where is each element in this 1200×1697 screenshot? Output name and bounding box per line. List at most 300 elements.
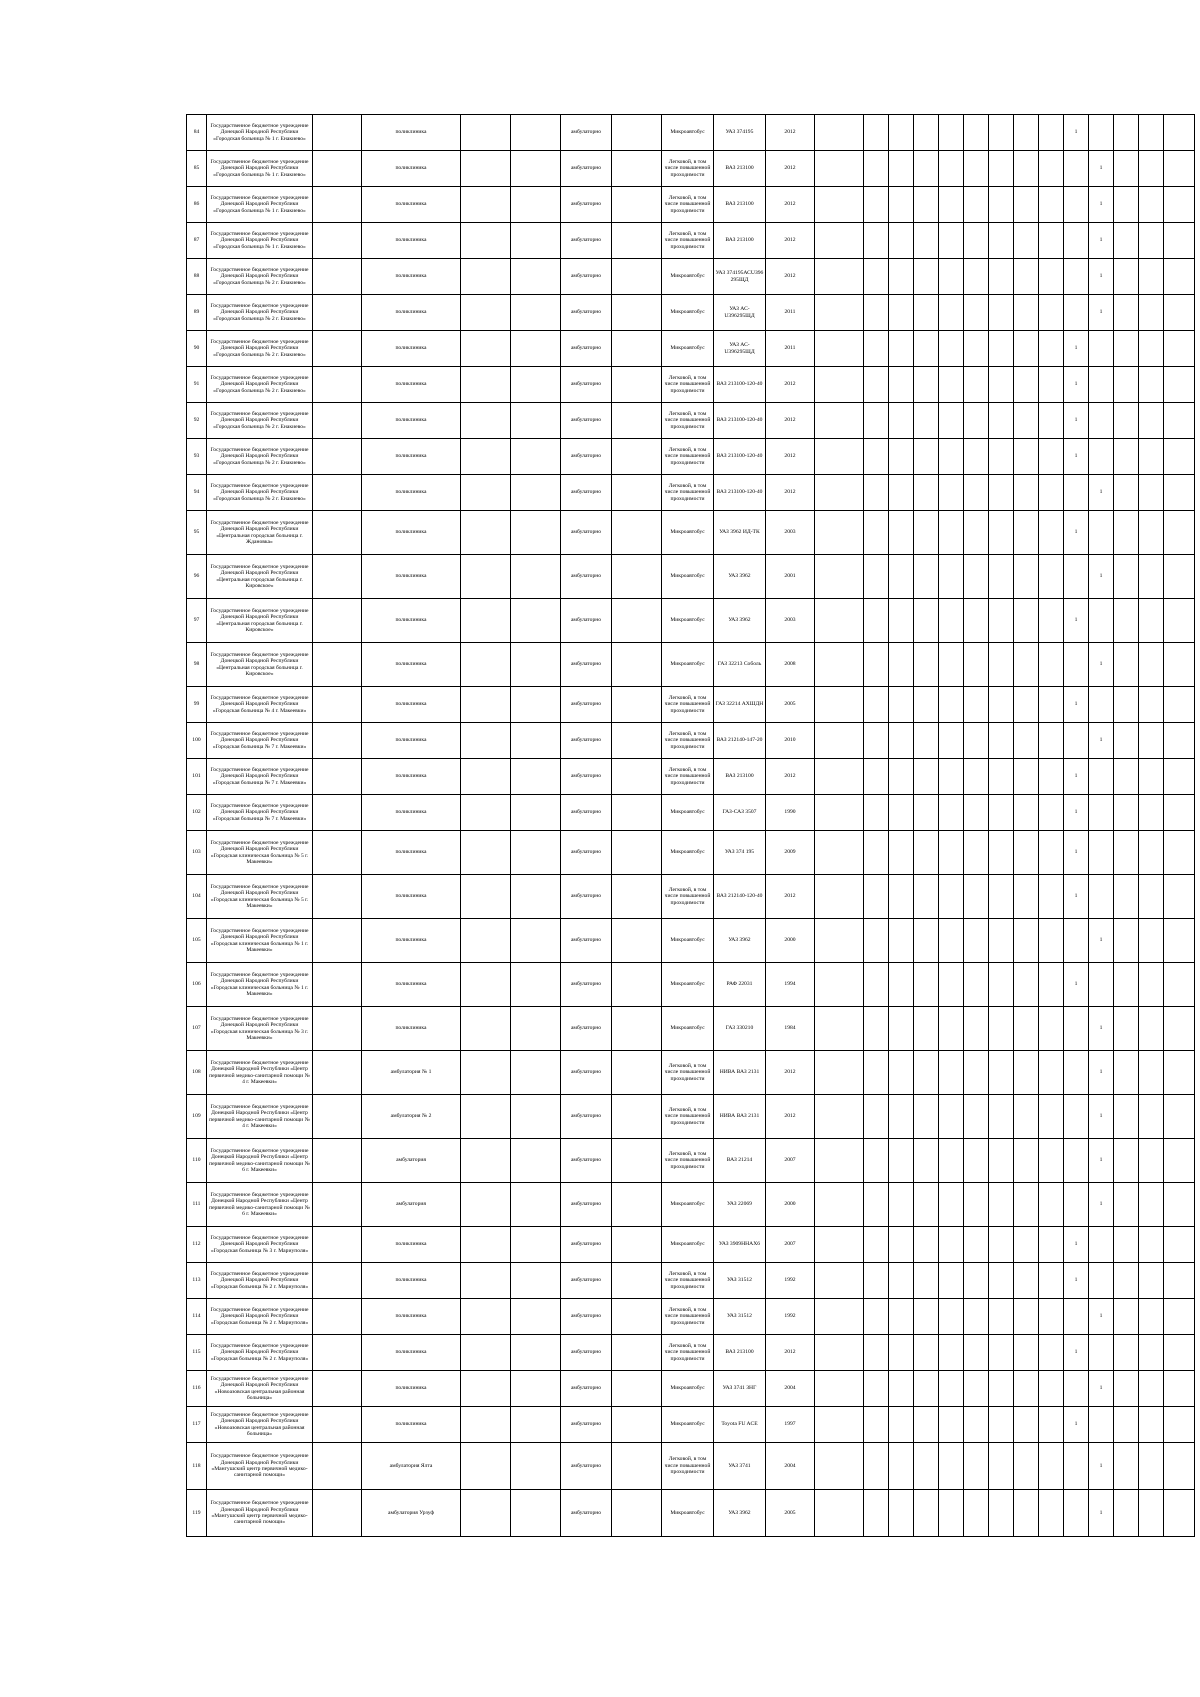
empty-cell [612, 1183, 662, 1227]
empty-cell [1114, 475, 1139, 511]
unit-name: поликлиника [362, 259, 461, 295]
empty-cell [1164, 367, 1195, 403]
empty-cell [511, 1095, 561, 1139]
empty-cell [612, 1490, 662, 1537]
empty-cell [1139, 831, 1164, 875]
empty-cell [815, 475, 864, 511]
empty-cell [461, 555, 511, 599]
empty-cell [864, 687, 889, 723]
empty-cell [815, 1183, 864, 1227]
empty-cell [939, 963, 964, 1007]
empty-cell [889, 599, 914, 643]
empty-cell [612, 555, 662, 599]
unit-name: поликлиника [362, 723, 461, 759]
unit-name: поликлиника [362, 599, 461, 643]
empty-cell [1164, 115, 1195, 151]
table-row [187, 723, 1195, 759]
empty-cell [461, 795, 511, 831]
empty-cell [864, 875, 889, 919]
vehicle-year: 2000 [766, 919, 815, 963]
empty-cell [1139, 1371, 1164, 1407]
empty-cell [964, 115, 989, 151]
empty-cell [1039, 439, 1064, 475]
empty-cell [815, 115, 864, 151]
empty-cell [1139, 151, 1164, 187]
empty-cell [1064, 1299, 1089, 1335]
table-row [187, 1007, 1195, 1051]
empty-cell [1039, 223, 1064, 259]
empty-cell [1114, 831, 1139, 875]
organization-name: Государственное бюджетное учреждение Донецкой Народной Республики «Центр первичной медико-санитарной помощи № 6 г. Макеевки» [207, 1183, 313, 1227]
vehicle-year: 2012 [766, 439, 815, 475]
empty-cell [889, 919, 914, 963]
empty-cell [1089, 403, 1114, 439]
empty-cell [914, 295, 939, 331]
vehicle-type: Микроавтобус [662, 1490, 714, 1537]
empty-cell [1014, 875, 1039, 919]
empty-cell [939, 1443, 964, 1490]
empty-cell [313, 1407, 362, 1443]
empty-cell [939, 295, 964, 331]
empty-cell [864, 1407, 889, 1443]
empty-cell [889, 1139, 914, 1183]
empty-cell [1039, 1490, 1064, 1537]
vehicle-year: 2007 [766, 1227, 815, 1263]
vehicle-year: 2001 [766, 555, 815, 599]
empty-cell [612, 831, 662, 875]
empty-cell [1164, 1051, 1195, 1095]
vehicle-model: УАЗ АС-U396295ЩД [714, 295, 766, 331]
quantity-mark: 1 [1064, 1263, 1089, 1299]
empty-cell [1114, 687, 1139, 723]
vehicle-type: Легковой, в том числе повышенной проходимости [662, 475, 714, 511]
row-number: 94 [187, 475, 207, 511]
vehicle-model: НИВА ВАЗ 2131 [714, 1051, 766, 1095]
empty-cell [964, 1139, 989, 1183]
empty-cell [1014, 1407, 1039, 1443]
empty-cell [989, 831, 1014, 875]
vehicle-model: УАЗ 3962 ИД-ТК [714, 511, 766, 555]
vehicle-model: НИВА ВАЗ 2131 [714, 1095, 766, 1139]
empty-cell [939, 687, 964, 723]
empty-cell [1164, 511, 1195, 555]
vehicle-year: 2004 [766, 1371, 815, 1407]
unit-name: поликлиника [362, 1371, 461, 1407]
vehicle-type: Микроавтобус [662, 115, 714, 151]
empty-cell [1064, 1095, 1089, 1139]
row-number: 119 [187, 1490, 207, 1537]
empty-cell [1114, 555, 1139, 599]
empty-cell [313, 1051, 362, 1095]
empty-cell [1164, 795, 1195, 831]
empty-cell [815, 403, 864, 439]
quantity-mark: 1 [1064, 831, 1089, 875]
vehicle-year: 2005 [766, 1490, 815, 1537]
empty-cell [964, 1183, 989, 1227]
unit-name: поликлиника [362, 151, 461, 187]
empty-cell [1164, 919, 1195, 963]
organization-name: Государственное бюджетное учреждение Донецкой Народной Республики «Городская больница № 2 г. Енакиево» [207, 403, 313, 439]
empty-cell [989, 1051, 1014, 1095]
empty-cell [815, 1095, 864, 1139]
empty-cell [1014, 919, 1039, 963]
empty-cell [461, 1371, 511, 1407]
empty-cell [964, 367, 989, 403]
empty-cell [1039, 1227, 1064, 1263]
organization-name: Государственное бюджетное учреждение Донецкой Народной Республики «Городская больница № 7 г. Макеевки» [207, 759, 313, 795]
empty-cell [313, 919, 362, 963]
quantity-mark: 1 [1089, 223, 1114, 259]
empty-cell [1139, 919, 1164, 963]
row-number: 116 [187, 1371, 207, 1407]
empty-cell [612, 151, 662, 187]
table-row [187, 511, 1195, 555]
quantity-mark: 1 [1089, 187, 1114, 223]
empty-cell [914, 259, 939, 295]
empty-cell [989, 1227, 1014, 1263]
empty-cell [815, 1007, 864, 1051]
empty-cell [864, 1263, 889, 1299]
vehicle-type: Микроавтобус [662, 511, 714, 555]
empty-cell [914, 1227, 939, 1263]
empty-cell [1164, 1335, 1195, 1371]
empty-cell [864, 475, 889, 511]
empty-cell [889, 643, 914, 687]
empty-cell [1114, 919, 1139, 963]
empty-cell [989, 759, 1014, 795]
empty-cell [313, 223, 362, 259]
empty-cell [889, 795, 914, 831]
empty-cell [1014, 1139, 1039, 1183]
empty-cell [1039, 687, 1064, 723]
vehicle-year: 2011 [766, 295, 815, 331]
empty-cell [461, 1183, 511, 1227]
empty-cell [914, 331, 939, 367]
table-row [187, 687, 1195, 723]
empty-cell [939, 115, 964, 151]
empty-cell [939, 367, 964, 403]
empty-cell [964, 759, 989, 795]
empty-cell [1114, 1371, 1139, 1407]
vehicle-type: Микроавтобус [662, 963, 714, 1007]
care-mode: амбулаторно [561, 223, 612, 259]
empty-cell [1139, 223, 1164, 259]
empty-cell [864, 187, 889, 223]
empty-cell [1139, 1051, 1164, 1095]
empty-cell [1039, 259, 1064, 295]
row-number: 111 [187, 1183, 207, 1227]
unit-name: поликлиника [362, 475, 461, 511]
empty-cell [1039, 555, 1064, 599]
empty-cell [1039, 331, 1064, 367]
empty-cell [1114, 331, 1139, 367]
empty-cell [461, 723, 511, 759]
empty-cell [612, 223, 662, 259]
table-row [187, 1490, 1195, 1537]
vehicle-type: Легковой, в том числе повышенной проходимости [662, 1443, 714, 1490]
empty-cell [914, 555, 939, 599]
empty-cell [1014, 403, 1039, 439]
empty-cell [939, 259, 964, 295]
unit-name: поликлиника [362, 795, 461, 831]
empty-cell [1014, 1443, 1039, 1490]
empty-cell [1114, 1490, 1139, 1537]
empty-cell [461, 115, 511, 151]
empty-cell [964, 599, 989, 643]
empty-cell [964, 1371, 989, 1407]
empty-cell [1164, 259, 1195, 295]
quantity-mark: 1 [1089, 919, 1114, 963]
empty-cell [1164, 187, 1195, 223]
table-row [187, 475, 1195, 511]
vehicle-year: 2005 [766, 687, 815, 723]
empty-cell [914, 1371, 939, 1407]
vehicle-model: УАЗ 3962 [714, 599, 766, 643]
empty-cell [914, 223, 939, 259]
empty-cell [461, 963, 511, 1007]
unit-name: поликлиника [362, 831, 461, 875]
table-row [187, 795, 1195, 831]
empty-cell [1039, 1335, 1064, 1371]
empty-cell [1064, 1443, 1089, 1490]
empty-cell [964, 795, 989, 831]
empty-cell [511, 331, 561, 367]
row-number: 109 [187, 1095, 207, 1139]
table-body [187, 115, 1195, 1537]
vehicle-type: Микроавтобус [662, 295, 714, 331]
unit-name: амбулатория № 2 [362, 1095, 461, 1139]
table-row [187, 1051, 1195, 1095]
organization-name: Государственное бюджетное учреждение Донецкой Народной Республики «Городская больница № 2 г. Енакиево» [207, 475, 313, 511]
empty-cell [313, 555, 362, 599]
empty-cell [1139, 439, 1164, 475]
vehicle-year: 2012 [766, 1095, 815, 1139]
vehicle-model: ГАЗ 32213 Соболь [714, 643, 766, 687]
empty-cell [815, 599, 864, 643]
empty-cell [1014, 963, 1039, 1007]
empty-cell [815, 1407, 864, 1443]
empty-cell [1039, 795, 1064, 831]
empty-cell [612, 259, 662, 295]
care-mode: амбулаторно [561, 1183, 612, 1227]
empty-cell [1089, 439, 1114, 475]
empty-cell [461, 643, 511, 687]
care-mode: амбулаторно [561, 1335, 612, 1371]
empty-cell [1014, 687, 1039, 723]
empty-cell [612, 295, 662, 331]
empty-cell [815, 1443, 864, 1490]
vehicle-year: 2012 [766, 759, 815, 795]
vehicle-year: 1984 [766, 1007, 815, 1051]
empty-cell [1114, 115, 1139, 151]
empty-cell [1139, 555, 1164, 599]
empty-cell [612, 187, 662, 223]
empty-cell [511, 1407, 561, 1443]
empty-cell [914, 475, 939, 511]
vehicle-model: ВАЗ 213100-120-40 [714, 439, 766, 475]
quantity-mark: 1 [1064, 759, 1089, 795]
empty-cell [511, 643, 561, 687]
empty-cell [1089, 963, 1114, 1007]
empty-cell [1014, 1490, 1039, 1537]
quantity-mark: 1 [1064, 687, 1089, 723]
empty-cell [511, 1183, 561, 1227]
empty-cell [864, 1139, 889, 1183]
empty-cell [815, 687, 864, 723]
empty-cell [964, 1095, 989, 1139]
empty-cell [461, 259, 511, 295]
empty-cell [889, 1263, 914, 1299]
empty-cell [1139, 1183, 1164, 1227]
empty-cell [864, 919, 889, 963]
empty-cell [939, 1051, 964, 1095]
unit-name: амбулатория Ялта [362, 1443, 461, 1490]
empty-cell [989, 687, 1014, 723]
empty-cell [989, 1095, 1014, 1139]
organization-name: Государственное бюджетное учреждение Донецкой Народной Республики «Городская больница № 3 г. Мариуполя» [207, 1227, 313, 1263]
empty-cell [461, 1335, 511, 1371]
table-row [187, 963, 1195, 1007]
organization-name: Государственное бюджетное учреждение Донецкой Народной Республики «Городская клиническая больница № 5 г. Макеевки» [207, 875, 313, 919]
empty-cell [461, 511, 511, 555]
vehicle-type: Микроавтобус [662, 795, 714, 831]
empty-cell [313, 1007, 362, 1051]
vehicle-type: Легковой, в том числе повышенной проходимости [662, 1263, 714, 1299]
empty-cell [511, 963, 561, 1007]
empty-cell [1039, 475, 1064, 511]
vehicle-year: 2012 [766, 367, 815, 403]
empty-cell [1039, 367, 1064, 403]
unit-name: поликлиника [362, 963, 461, 1007]
empty-cell [889, 511, 914, 555]
empty-cell [989, 1443, 1014, 1490]
vehicle-year: 1992 [766, 1299, 815, 1335]
empty-cell [964, 1443, 989, 1490]
empty-cell [1014, 295, 1039, 331]
empty-cell [313, 687, 362, 723]
empty-cell [889, 1007, 914, 1051]
quantity-mark: 1 [1064, 331, 1089, 367]
row-number: 102 [187, 795, 207, 831]
quantity-mark: 1 [1089, 1443, 1114, 1490]
vehicle-type: Легковой, в том числе повышенной проходимости [662, 151, 714, 187]
empty-cell [612, 511, 662, 555]
care-mode: амбулаторно [561, 403, 612, 439]
empty-cell [889, 223, 914, 259]
unit-name: поликлиника [362, 687, 461, 723]
empty-cell [1039, 151, 1064, 187]
empty-cell [815, 367, 864, 403]
row-number: 103 [187, 831, 207, 875]
empty-cell [964, 511, 989, 555]
organization-name: Государственное бюджетное учреждение Донецкой Народной Республики «Городская больница № 7 г. Макеевки» [207, 795, 313, 831]
empty-cell [1039, 643, 1064, 687]
empty-cell [511, 1335, 561, 1371]
organization-name: Государственное бюджетное учреждение Донецкой Народной Республики «Центральная городская больница г. Кировское» [207, 643, 313, 687]
empty-cell [511, 259, 561, 295]
empty-cell [864, 643, 889, 687]
empty-cell [1039, 1139, 1064, 1183]
unit-name: поликлиника [362, 1407, 461, 1443]
empty-cell [1164, 723, 1195, 759]
empty-cell [461, 1263, 511, 1299]
care-mode: амбулаторно [561, 687, 612, 723]
empty-cell [815, 1051, 864, 1095]
empty-cell [461, 831, 511, 875]
vehicle-model: ВАЗ 213100-120-40 [714, 475, 766, 511]
empty-cell [864, 1371, 889, 1407]
vehicle-year: 2000 [766, 1183, 815, 1227]
vehicle-model: УАЗ 374 195 [714, 831, 766, 875]
empty-cell [511, 511, 561, 555]
empty-cell [1014, 475, 1039, 511]
empty-cell [313, 511, 362, 555]
empty-cell [1164, 1227, 1195, 1263]
empty-cell [1064, 555, 1089, 599]
empty-cell [939, 759, 964, 795]
empty-cell [864, 1490, 889, 1537]
vehicle-type: Легковой, в том числе повышенной проходимости [662, 1299, 714, 1335]
care-mode: амбулаторно [561, 1095, 612, 1139]
empty-cell [1014, 115, 1039, 151]
unit-name: поликлиника [362, 295, 461, 331]
empty-cell [864, 1443, 889, 1490]
vehicle-year: 2012 [766, 403, 815, 439]
empty-cell [914, 1335, 939, 1371]
quantity-mark: 1 [1089, 1051, 1114, 1095]
unit-name: амбулатория [362, 1139, 461, 1183]
empty-cell [989, 963, 1014, 1007]
vehicle-type: Микроавтобус [662, 1227, 714, 1263]
vehicle-year: 2012 [766, 151, 815, 187]
quantity-mark: 1 [1064, 439, 1089, 475]
care-mode: амбулаторно [561, 187, 612, 223]
empty-cell [864, 1095, 889, 1139]
empty-cell [1014, 555, 1039, 599]
empty-cell [815, 795, 864, 831]
empty-cell [815, 511, 864, 555]
organization-name: Государственное бюджетное учреждение Донецкой Народной Республики «Мангушский центр первичной медико-санитарной помощи» [207, 1443, 313, 1490]
empty-cell [914, 643, 939, 687]
empty-cell [1114, 1007, 1139, 1051]
empty-cell [864, 403, 889, 439]
empty-cell [939, 1183, 964, 1227]
empty-cell [864, 1335, 889, 1371]
unit-name: поликлиника [362, 759, 461, 795]
empty-cell [914, 1007, 939, 1051]
empty-cell [1064, 643, 1089, 687]
empty-cell [612, 1371, 662, 1407]
empty-cell [815, 439, 864, 475]
empty-cell [1039, 1183, 1064, 1227]
empty-cell [1014, 1007, 1039, 1051]
row-number: 113 [187, 1263, 207, 1299]
table-row [187, 295, 1195, 331]
empty-cell [612, 643, 662, 687]
empty-cell [1164, 963, 1195, 1007]
vehicle-model: ГАЗ 330210 [714, 1007, 766, 1051]
empty-cell [889, 1407, 914, 1443]
empty-cell [914, 687, 939, 723]
empty-cell [815, 759, 864, 795]
unit-name: амбулатория [362, 1183, 461, 1227]
empty-cell [612, 599, 662, 643]
empty-cell [1164, 875, 1195, 919]
empty-cell [939, 1371, 964, 1407]
empty-cell [511, 599, 561, 643]
unit-name: поликлиника [362, 1007, 461, 1051]
empty-cell [914, 1095, 939, 1139]
